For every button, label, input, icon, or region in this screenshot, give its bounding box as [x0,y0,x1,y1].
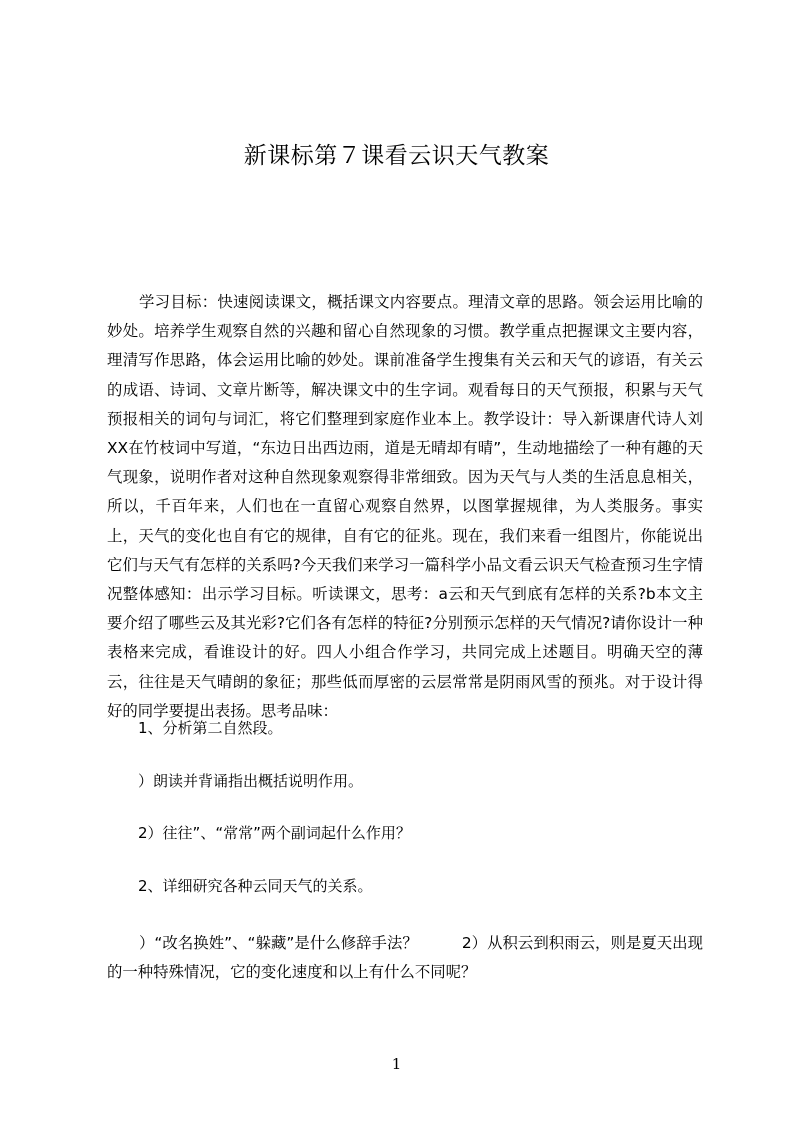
list-item-clouds-weather: 2、详细研究各种云同天气的关系。 [138,877,373,895]
document-title: 新课标第７课看云识天气教案 [243,143,550,169]
list-item-analyze-paragraph-two: 1、分析第二自然段。 [138,719,283,737]
question-paragraph [107,929,703,987]
list-item-read-recite: ）朗读并背诵指出概括说明作用。 [138,772,364,790]
main-paragraph: 学习目标：快速阅读课文，概括课文内容要点。理清文章的思路。领会运用比喻的妙处。培养学生观察自然的兴趣和留心自然现象的习惯。教学重点把握课文主要内容，理清写作思路，体会运用比喻的妙处。课前准备学生搜集有关云和天气的谚语，有关云的成语、诗词、文章片断等，解决课文中的生字词。观看每日的天气预报，积累与天气预报相关的词句与词汇，将它们整理到家庭作业本上。教学设计：导入新课唐代诗人刘XX在竹枝词中写道，“东边日出西边雨，道是无晴却有晴”，生动地描绘了一种有趣的天气现象，说明作者对这种自然现象观察得非常细致。因为天气与人类的生活息息相关，所以，千百年来，人们也在一直留心观察自然界，以图掌握规律，为人类服务。事实上，天气的变化也自有它的规律，自有它的征兆。现在，我们来看一组图片，你能说出它们与天气有怎样的关系吗?今天我们来学习一篇科学小品文看云识天气检查预习生字情况整体感知：出示学习目标。听读课文，思考：a云和天气到底有怎样的关系?b本文主要介绍了哪些云及其光彩?它们各有怎样的特征?分别预示怎样的天气情况?请你设计一种表格来完成，看谁设计的好。四人小组合作学习，共同完成上述题目。明确天空的薄云，往往是天气晴朗的象征；那些低而厚密的云层常常是阴雨风雪的预兆。对于设计得好的同学要提出表扬。思考品味： [107,293,703,720]
page-number: 1 [391,1055,402,1073]
rhetoric-question: ）“改名换姓”、“躲藏”是什么修辞手法？ [139,934,418,952]
list-item-adverbs-question: 2）往往”、“常常”两个副词起什么作用？ [138,824,411,842]
cumulonimbus-question: 2）从积云到积雨云，则是夏天出现的一种特殊情况，它的变化速度和以上有什么不同呢？ [107,934,703,982]
